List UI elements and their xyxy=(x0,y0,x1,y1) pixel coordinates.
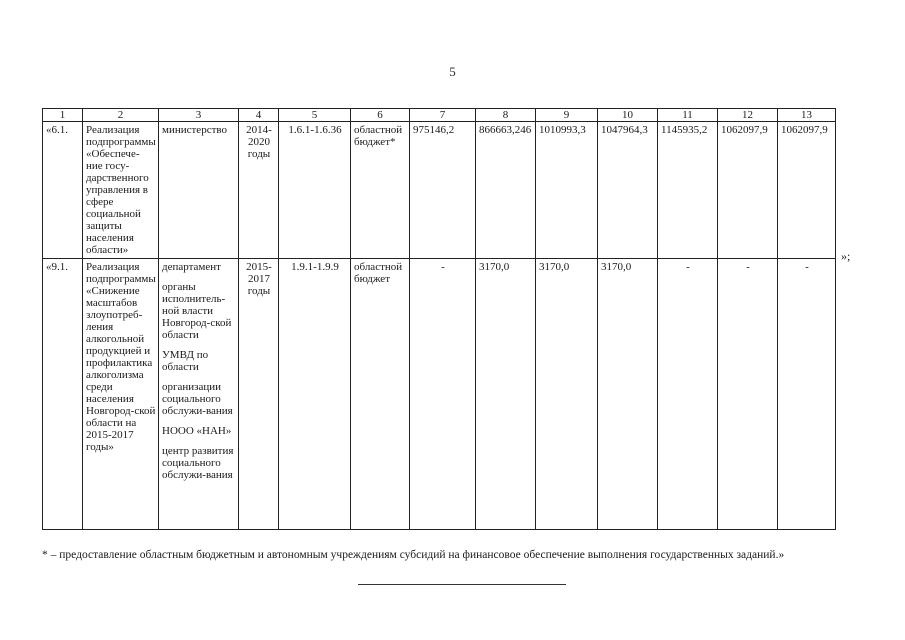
program-name: Реализация подпрограммы «Снижение масштабов злоупотреб-ления алкогольной продукцией и профилактика алкоголизма среди населения Новгород-ской области на 2015-2017 годы» xyxy=(83,259,159,530)
page-number: 5 xyxy=(449,64,456,79)
years: 2015-2017 годы xyxy=(239,259,279,530)
value-2019: 1062097,9 xyxy=(718,122,778,259)
value-2017: 3170,0 xyxy=(598,259,658,530)
row-number: «6.1. xyxy=(43,122,83,259)
header-cell: 10 xyxy=(598,109,658,122)
executor: министерство xyxy=(162,124,228,136)
executors-cell xyxy=(159,259,239,530)
budget-table xyxy=(42,108,836,530)
value-2017: 1047964,3 xyxy=(598,122,658,259)
header-cell: 6 xyxy=(351,109,410,122)
closing-quote-mark: »; xyxy=(841,249,851,263)
funding-source: областной бюджет xyxy=(351,259,410,530)
executor: УМВД по области xyxy=(162,349,209,373)
target-indicators: 1.9.1-1.9.9 xyxy=(279,259,351,530)
executor: центр развития социального обслужи-вания xyxy=(162,445,234,481)
funding-source: областной бюджет* xyxy=(351,122,410,259)
value-2014: - xyxy=(410,259,476,530)
header-cell: 12 xyxy=(718,109,778,122)
value-2020: 1062097,9 xyxy=(778,122,836,259)
executors-cell xyxy=(159,122,239,259)
value-2019: - xyxy=(718,259,778,530)
executor: департамент xyxy=(162,261,221,273)
program-name: Реализация подпрограммы «Обеспече-ние госу-дарственного управления в сфере социальной защиты населения области» xyxy=(83,122,159,259)
header-cell: 1 xyxy=(43,109,83,122)
header-cell: 13 xyxy=(778,109,836,122)
years: 2014-2020 годы xyxy=(239,122,279,259)
value-2016: 3170,0 xyxy=(536,259,598,530)
header-row xyxy=(43,109,836,122)
header-cell: 3 xyxy=(159,109,239,122)
header-cell: 11 xyxy=(658,109,718,122)
value-2014: 975146,2 xyxy=(410,122,476,259)
target-indicators: 1.6.1-1.6.36 xyxy=(279,122,351,259)
value-2018: 1145935,2 xyxy=(658,122,718,259)
executor: организации социального обслужи-вания xyxy=(162,381,233,417)
value-2015: 3170,0 xyxy=(476,259,536,530)
table-row xyxy=(43,259,836,530)
executor: НООО «НАН» xyxy=(162,425,232,437)
executor: органы исполнитель-ной власти Новгород-ской области xyxy=(162,281,232,341)
header-cell: 9 xyxy=(536,109,598,122)
header-cell: 4 xyxy=(239,109,279,122)
divider-line xyxy=(358,584,566,585)
header-cell: 5 xyxy=(279,109,351,122)
row-number: «9.1. xyxy=(43,259,83,530)
header-cell: 2 xyxy=(83,109,159,122)
value-2015: 866663,246 xyxy=(476,122,536,259)
header-cell: 7 xyxy=(410,109,476,122)
table-row xyxy=(43,122,836,259)
value-2020: - xyxy=(778,259,836,530)
footnote: * – предоставление областным бюджетным и автономным учреждениям субсидий на финансовое обеспечение выполнения государственных заданий.» xyxy=(42,549,785,561)
header-cell: 8 xyxy=(476,109,536,122)
value-2016: 1010993,3 xyxy=(536,122,598,259)
value-2018: - xyxy=(658,259,718,530)
